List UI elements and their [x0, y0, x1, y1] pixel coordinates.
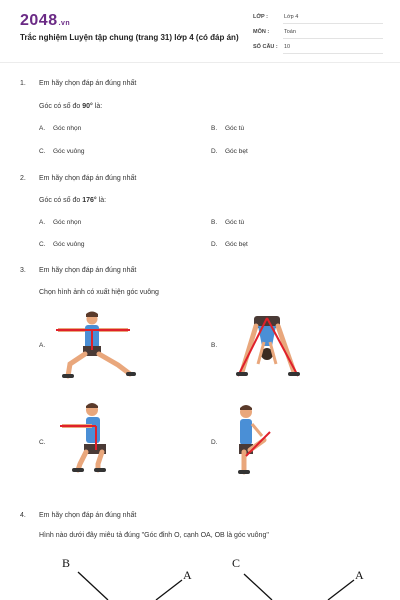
q3-figure-a-image[interactable]	[52, 310, 138, 382]
meta-count: SỐ CÂU : 10	[253, 44, 383, 54]
q4-label-c: C	[232, 556, 241, 570]
q1-option-b[interactable]: B. Góc tù	[211, 125, 245, 132]
question-3-prompt: 3. Em hãy chọn đáp án đúng nhất	[20, 267, 137, 274]
meta-subject: MÔN : Toán	[253, 29, 383, 39]
site-logo[interactable]: 2048.vn	[20, 12, 71, 29]
q2-option-b[interactable]: B. Góc tù	[211, 219, 245, 226]
q4-label-b: B	[62, 556, 71, 570]
q4-angle-figures	[60, 560, 380, 600]
q3-figure-b-image[interactable]	[228, 312, 306, 384]
question-4-stem: Hình nào dưới đây miêu tả đúng "Góc đỉnh O, cạnh OA, OB là góc vuông"	[39, 532, 269, 539]
question-1-prompt: 1. Em hãy chọn đáp án đúng nhất	[20, 80, 137, 87]
q4-label-a-2: A	[355, 568, 364, 582]
q3-option-a-label[interactable]: A.	[39, 342, 46, 349]
question-3-stem: Chọn hình ảnh có xuất hiện góc vuông	[39, 289, 159, 296]
q2-option-d[interactable]: D. Góc bẹt	[211, 241, 248, 248]
quiz-title: Trắc nghiệm Luyện tập chung (trang 31) lớp 4 (có đáp án)	[20, 33, 239, 42]
q2-option-a[interactable]: A. Góc nhọn	[39, 219, 82, 226]
q3-option-c-label[interactable]: C.	[39, 439, 46, 446]
q1-option-d[interactable]: D. Góc bẹt	[211, 148, 248, 155]
q4-label-a-1: A	[183, 568, 192, 582]
question-2-stem: Góc có số đo 176° là:	[39, 197, 107, 204]
q3-option-d-label[interactable]: D.	[211, 439, 218, 446]
question-2-prompt: 2. Em hãy chọn đáp án đúng nhất	[20, 175, 137, 182]
page-header	[0, 0, 400, 63]
q2-option-c[interactable]: C. Góc vuông	[39, 241, 85, 248]
q1-option-c[interactable]: C. Góc vuông	[39, 148, 85, 155]
q1-option-a[interactable]: A. Góc nhọn	[39, 125, 82, 132]
question-1-stem: Góc có số đo 90° là:	[39, 103, 103, 110]
question-4-prompt: 4. Em hãy chọn đáp án đúng nhất	[20, 512, 137, 519]
meta-grade: LỚP : Lớp 4	[253, 14, 383, 24]
q3-option-b-label[interactable]: B.	[211, 342, 218, 349]
q3-figure-c-image[interactable]	[58, 400, 118, 474]
q3-figure-d-image[interactable]	[228, 402, 278, 476]
